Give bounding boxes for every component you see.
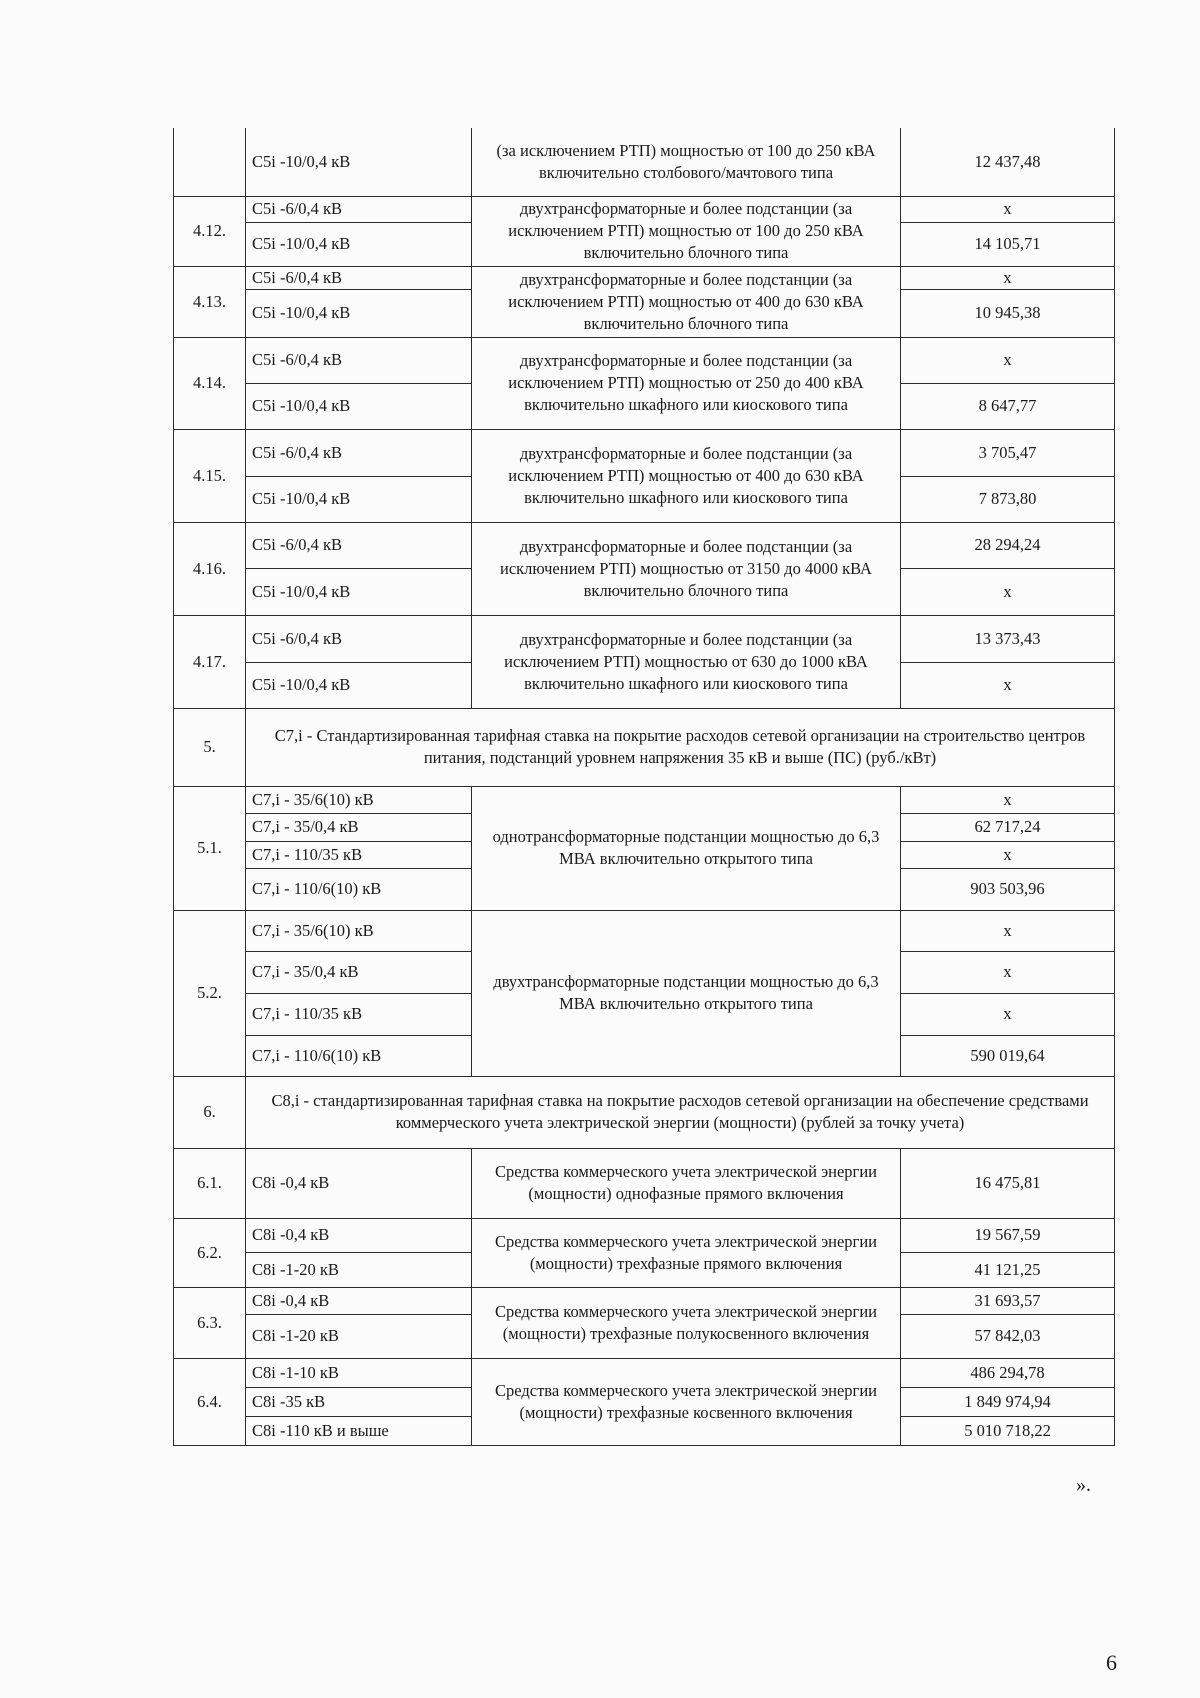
- metering-description: Средства коммерческого учета электрической энергии (мощности) трехфазные косвенного включения: [472, 1358, 901, 1445]
- table-row: [174, 522, 1115, 568]
- table-row: [174, 1358, 1115, 1387]
- table-row: [174, 196, 1115, 222]
- rate-value: 7 873,80: [901, 476, 1115, 522]
- rate-value: 3 705,47: [901, 429, 1115, 476]
- table-row: [174, 337, 1115, 383]
- table-row: [174, 1287, 1115, 1314]
- rate-value: x: [901, 910, 1115, 951]
- rate-value: 13 373,43: [901, 615, 1115, 662]
- rate-code: C5i -10/0,4 кВ: [246, 568, 472, 615]
- substation-description: двухтрансформаторные и более подстанции (за исключением РТП) мощностью от 400 до 630 кВА включительно блочного типа: [472, 266, 901, 337]
- rate-value: 41 121,25: [901, 1252, 1115, 1287]
- row-number: 4.14.: [174, 337, 246, 429]
- rate-code: C7,i - 35/6(10) кВ: [246, 910, 472, 951]
- rate-code: C8i -110 кВ и выше: [246, 1416, 472, 1445]
- rate-code: C5i -10/0,4 кВ: [246, 128, 472, 196]
- table-row: [174, 615, 1115, 662]
- row-number: 4.16.: [174, 522, 246, 615]
- row-number: 6.3.: [174, 1287, 246, 1358]
- rate-code: C8i -35 кВ: [246, 1387, 472, 1416]
- rate-code: C7,i - 110/6(10) кВ: [246, 1035, 472, 1076]
- tariff-table: [173, 128, 1115, 1446]
- rate-code: C5i -6/0,4 кВ: [246, 522, 472, 568]
- metering-description: Средства коммерческого учета электрической энергии (мощности) трехфазные прямого включения: [472, 1218, 901, 1287]
- rate-code: C7,i - 35/0,4 кВ: [246, 813, 472, 841]
- section-row: [174, 708, 1115, 786]
- metering-description: Средства коммерческого учета электрической энергии (мощности) трехфазные полукосвенного включения: [472, 1287, 901, 1358]
- section-number: 5.: [174, 708, 246, 786]
- metering-description: Средства коммерческого учета электрической энергии (мощности) однофазные прямого включения: [472, 1148, 901, 1218]
- rate-value: 28 294,24: [901, 522, 1115, 568]
- row-number: 6.1.: [174, 1148, 246, 1218]
- rate-code: C5i -6/0,4 кВ: [246, 615, 472, 662]
- rate-code: C5i -6/0,4 кВ: [246, 429, 472, 476]
- rate-value: 1 849 974,94: [901, 1387, 1115, 1416]
- table-row: [174, 128, 1115, 196]
- rate-value: 57 842,03: [901, 1314, 1115, 1358]
- substation-description: двухтрансформаторные и более подстанции (за исключением РТП) мощностью от 630 до 1000 кВА включительно шкафного или киоскового типа: [472, 615, 901, 708]
- rate-value: 31 693,57: [901, 1287, 1115, 1314]
- rate-value: x: [901, 196, 1115, 222]
- section-row: [174, 1076, 1115, 1148]
- table-row: [174, 786, 1115, 813]
- table-row: [174, 1148, 1115, 1218]
- rate-value: x: [901, 337, 1115, 383]
- rate-value: 62 717,24: [901, 813, 1115, 841]
- page-number: 6: [1106, 1650, 1117, 1675]
- rate-code: C7,i - 110/35 кВ: [246, 841, 472, 868]
- rate-code: C8i -1-20 кВ: [246, 1314, 472, 1358]
- rate-code: C7,i - 35/0,4 кВ: [246, 951, 472, 993]
- substation-description: однотрансформаторные подстанции мощностью до 6,3 МВА включительно открытого типа: [472, 786, 901, 910]
- row-number: 4.15.: [174, 429, 246, 522]
- section-title: C8,i - стандартизированная тарифная ставка на покрытие расходов сетевой организации на обеспечение средствами коммерческого учета электрической энергии (мощности) (рублей за точку учета): [246, 1076, 1115, 1148]
- substation-description: двухтрансформаторные и более подстанции (за исключением РТП) мощностью от 250 до 400 кВА включительно шкафного или киоскового типа: [472, 337, 901, 429]
- rate-value: 903 503,96: [901, 868, 1115, 910]
- substation-description: двухтрансформаторные и более подстанции (за исключением РТП) мощностью от 100 до 250 кВА включительно блочного типа: [472, 196, 901, 266]
- section-title: C7,i - Стандартизированная тарифная ставка на покрытие расходов сетевой организации на строительство центров питания, подстанций уровнем напряжения 35 кВ и выше (ПС) (руб./кВт): [246, 708, 1115, 786]
- rate-code: C8i -0,4 кВ: [246, 1287, 472, 1314]
- table-row: [174, 266, 1115, 289]
- rate-code: C5i -10/0,4 кВ: [246, 383, 472, 429]
- substation-description: (за исключением РТП) мощностью от 100 до 250 кВА включительно столбового/мачтового типа: [472, 128, 901, 196]
- rate-code: C7,i - 35/6(10) кВ: [246, 786, 472, 813]
- rate-code: C7,i - 110/6(10) кВ: [246, 868, 472, 910]
- rate-code: C5i -10/0,4 кВ: [246, 222, 472, 266]
- rate-code: C5i -6/0,4 кВ: [246, 337, 472, 383]
- section-number: 6.: [174, 1076, 246, 1148]
- row-number: 5.2.: [174, 910, 246, 1076]
- rate-code: C7,i - 110/35 кВ: [246, 993, 472, 1035]
- row-number: 5.1.: [174, 786, 246, 910]
- row-number: 6.4.: [174, 1358, 246, 1445]
- rate-value: x: [901, 266, 1115, 289]
- row-number: 6.2.: [174, 1218, 246, 1287]
- table-row: [174, 1218, 1115, 1252]
- rate-code: C5i -6/0,4 кВ: [246, 196, 472, 222]
- rate-value: 10 945,38: [901, 289, 1115, 337]
- row-number: [174, 128, 246, 196]
- rate-code: C5i -10/0,4 кВ: [246, 476, 472, 522]
- substation-description: двухтрансформаторные подстанции мощностью до 6,3 МВА включительно открытого типа: [472, 910, 901, 1076]
- row-number: 4.13.: [174, 266, 246, 337]
- table-row: [174, 910, 1115, 951]
- rate-value: 19 567,59: [901, 1218, 1115, 1252]
- rate-value: 486 294,78: [901, 1358, 1115, 1387]
- substation-description: двухтрансформаторные и более подстанции (за исключением РТП) мощностью от 400 до 630 кВА включительно шкафного или киоскового типа: [472, 429, 901, 522]
- rate-code: C8i -1-10 кВ: [246, 1358, 472, 1387]
- closing-quote: ».: [1076, 1474, 1091, 1496]
- rate-value: x: [901, 568, 1115, 615]
- row-number: 4.17.: [174, 615, 246, 708]
- rate-value: x: [901, 993, 1115, 1035]
- rate-value: 590 019,64: [901, 1035, 1115, 1076]
- rate-value: x: [901, 951, 1115, 993]
- rate-code: C5i -6/0,4 кВ: [246, 266, 472, 289]
- substation-description: двухтрансформаторные и более подстанции (за исключением РТП) мощностью от 3150 до 4000 кВА включительно блочного типа: [472, 522, 901, 615]
- rate-value: x: [901, 786, 1115, 813]
- rate-value: 5 010 718,22: [901, 1416, 1115, 1445]
- rate-code: C8i -0,4 кВ: [246, 1218, 472, 1252]
- row-number: 4.12.: [174, 196, 246, 266]
- rate-code: C5i -10/0,4 кВ: [246, 289, 472, 337]
- rate-value: x: [901, 662, 1115, 708]
- rate-value: 16 475,81: [901, 1148, 1115, 1218]
- rate-code: C5i -10/0,4 кВ: [246, 662, 472, 708]
- table-row: [174, 429, 1115, 476]
- rate-value: x: [901, 841, 1115, 868]
- rate-value: 12 437,48: [901, 128, 1115, 196]
- rate-code: C8i -0,4 кВ: [246, 1148, 472, 1218]
- rate-value: 8 647,77: [901, 383, 1115, 429]
- rate-value: 14 105,71: [901, 222, 1115, 266]
- rate-code: C8i -1-20 кВ: [246, 1252, 472, 1287]
